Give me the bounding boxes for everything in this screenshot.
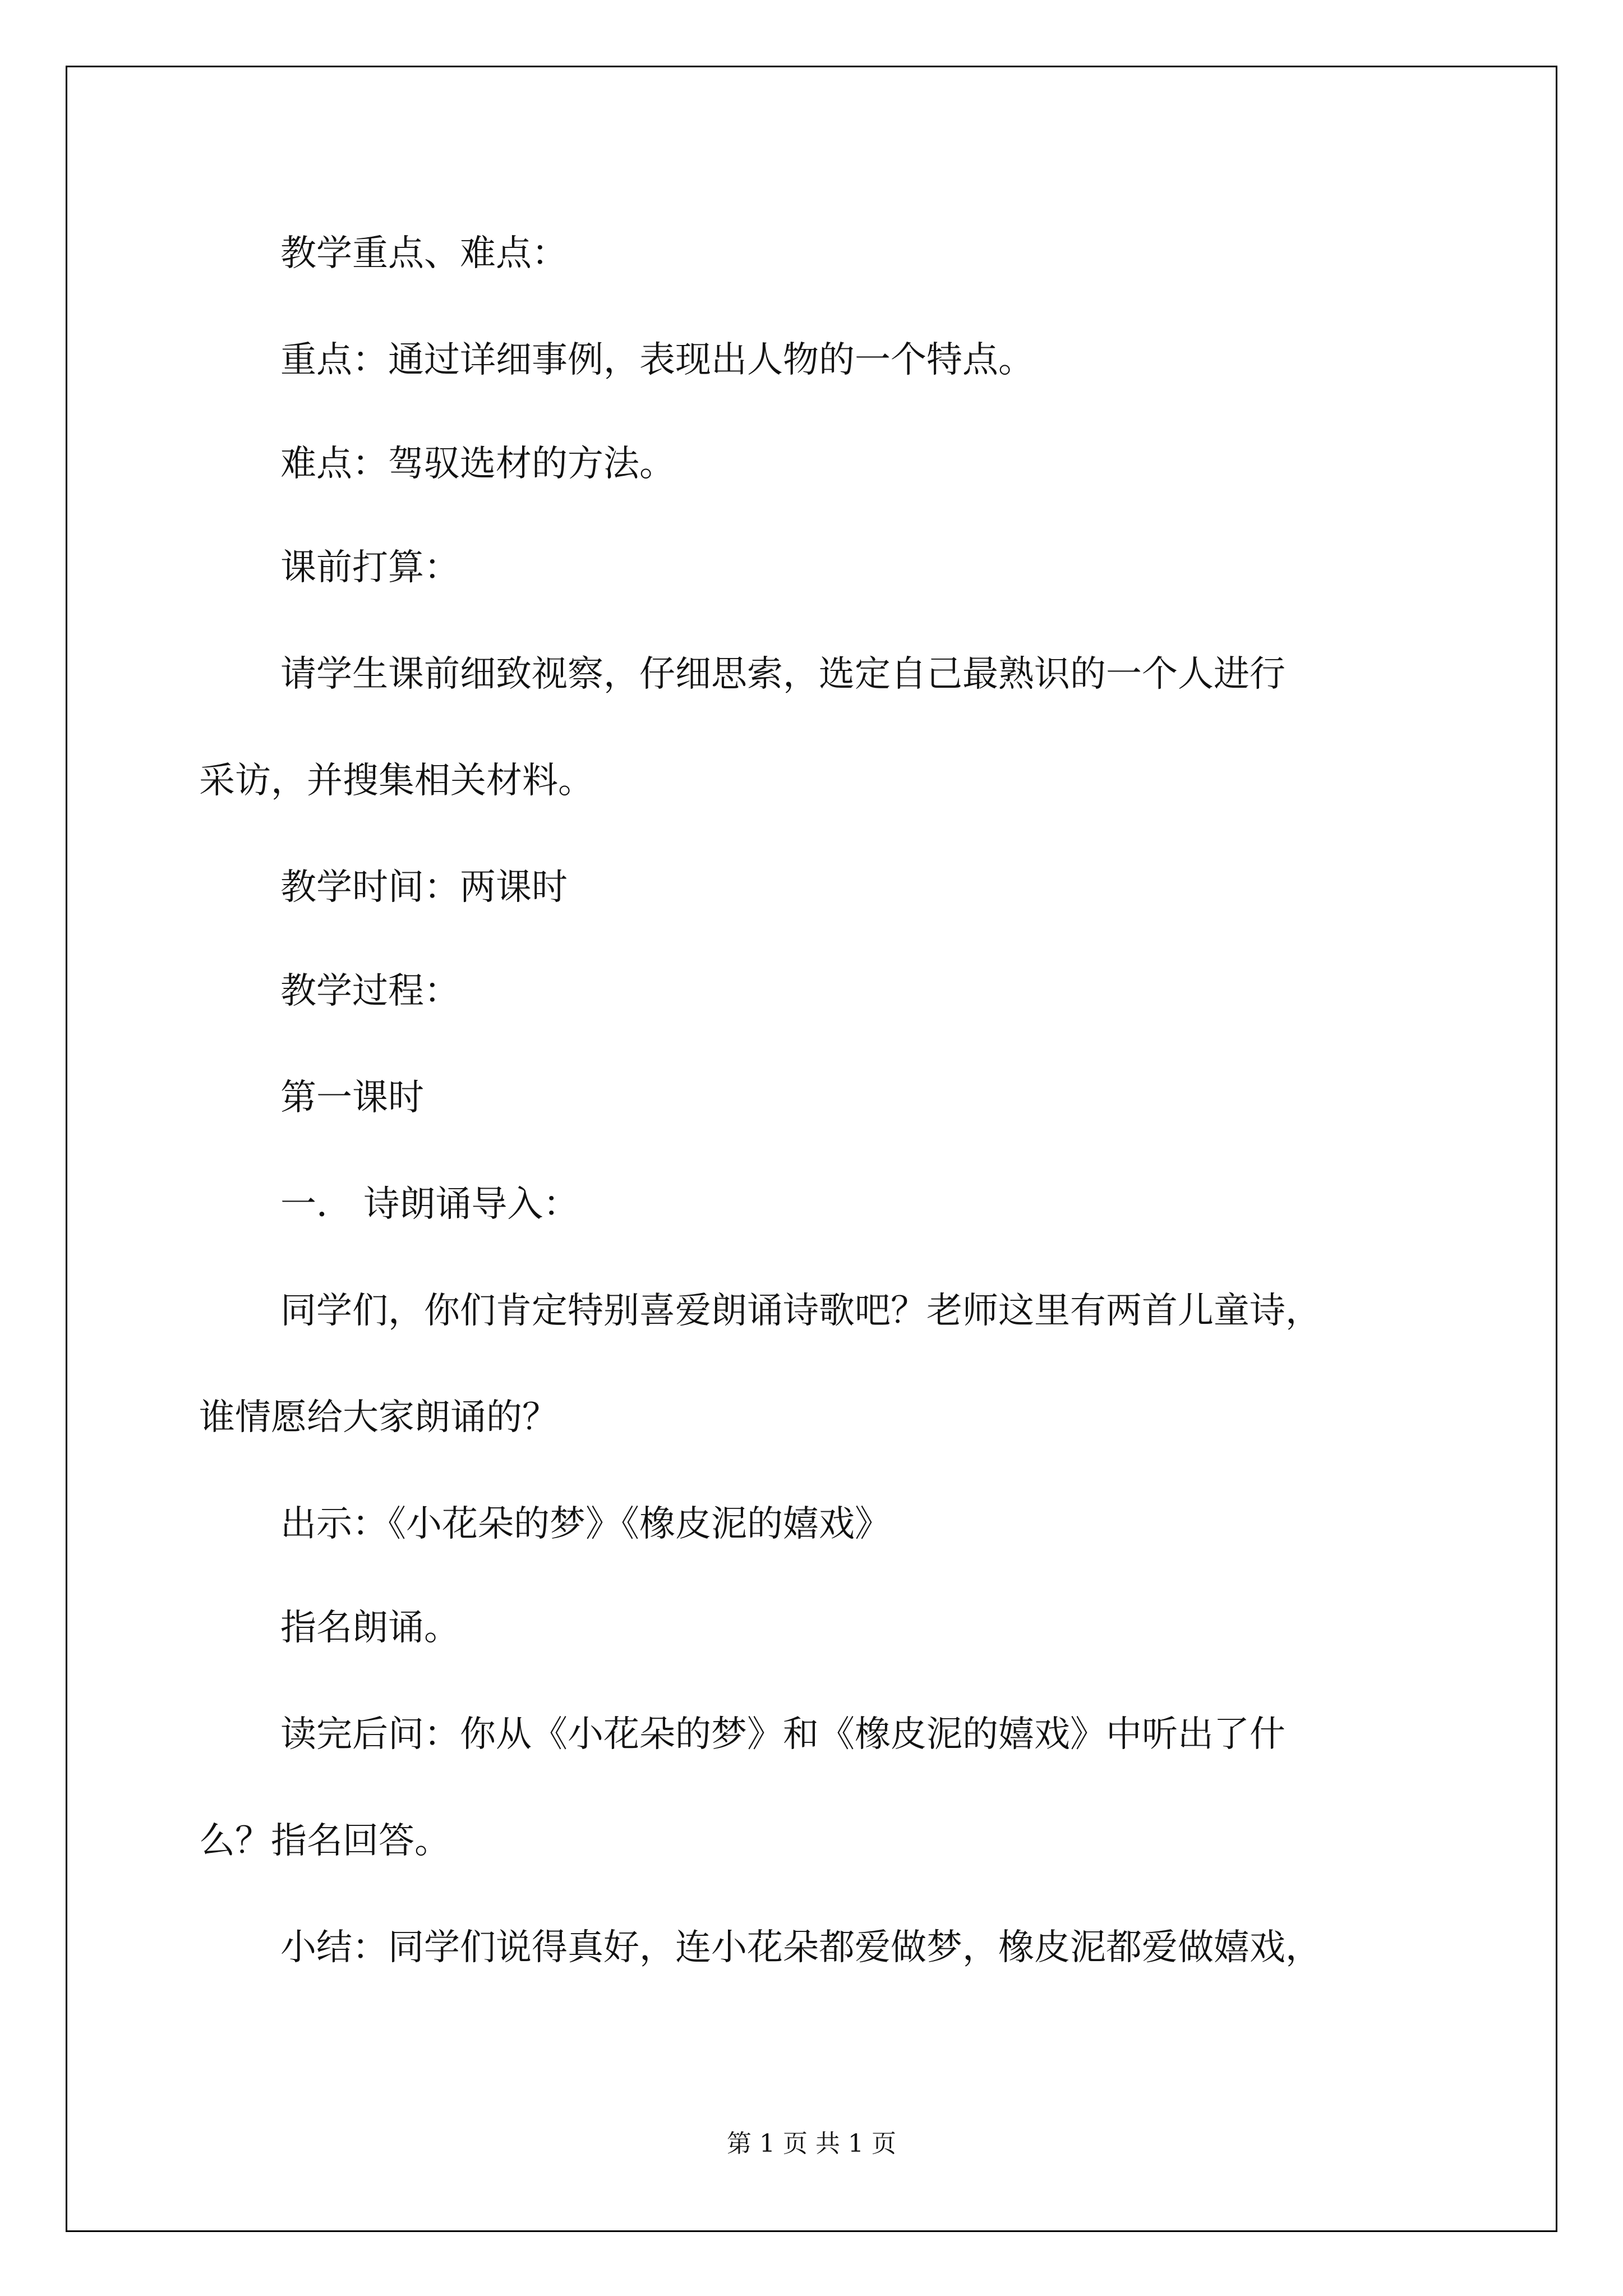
paragraph-question-line1: 读完后问：你从《小花朵的梦》和《橡皮泥的嬉戏》中听出了什 <box>280 1714 1285 1755</box>
paragraph-difficulty: 难点：驾驭选材的方法。 <box>280 443 675 485</box>
paragraph-first-lesson: 第一课时 <box>280 1077 424 1119</box>
paragraph-preparation-line2: 采访，并搜集相关材料。 <box>199 760 594 802</box>
paragraph-heading-key-points: 教学重点、难点： <box>280 233 568 274</box>
paragraph-section-one: 一． 诗朗诵导入： <box>280 1184 579 1225</box>
paragraph-preparation-heading: 课前打算： <box>280 547 460 588</box>
paragraph-intro-line2: 谁情愿给大家朗诵的？ <box>199 1397 558 1438</box>
page-border <box>66 66 1557 2232</box>
paragraph-recite: 指名朗诵。 <box>280 1607 460 1649</box>
paragraph-show-poems: 出示：《小花朵的梦》《橡皮泥的嬉戏》 <box>280 1503 891 1545</box>
paragraph-key-point: 重点：通过详细事例，表现出人物的一个特点。 <box>280 339 1034 381</box>
paragraph-intro-line1: 同学们，你们肯定特别喜爱朗诵诗歌吧？老师这里有两首儿童诗， <box>280 1290 1321 1332</box>
paragraph-question-line2: 么？指名回答。 <box>199 1820 450 1862</box>
paragraph-teaching-time: 教学时间：两课时 <box>280 867 568 908</box>
paragraph-process-heading: 教学过程： <box>280 970 460 1012</box>
page-footer: 第 1 页 共 1 页 <box>727 2129 896 2158</box>
paragraph-summary: 小结：同学们说得真好，连小花朵都爱做梦，橡皮泥都爱做嬉戏， <box>280 1927 1321 1968</box>
paragraph-preparation-line1: 请学生课前细致视察，仔细思索，选定自己最熟识的一个人进行 <box>280 654 1285 695</box>
